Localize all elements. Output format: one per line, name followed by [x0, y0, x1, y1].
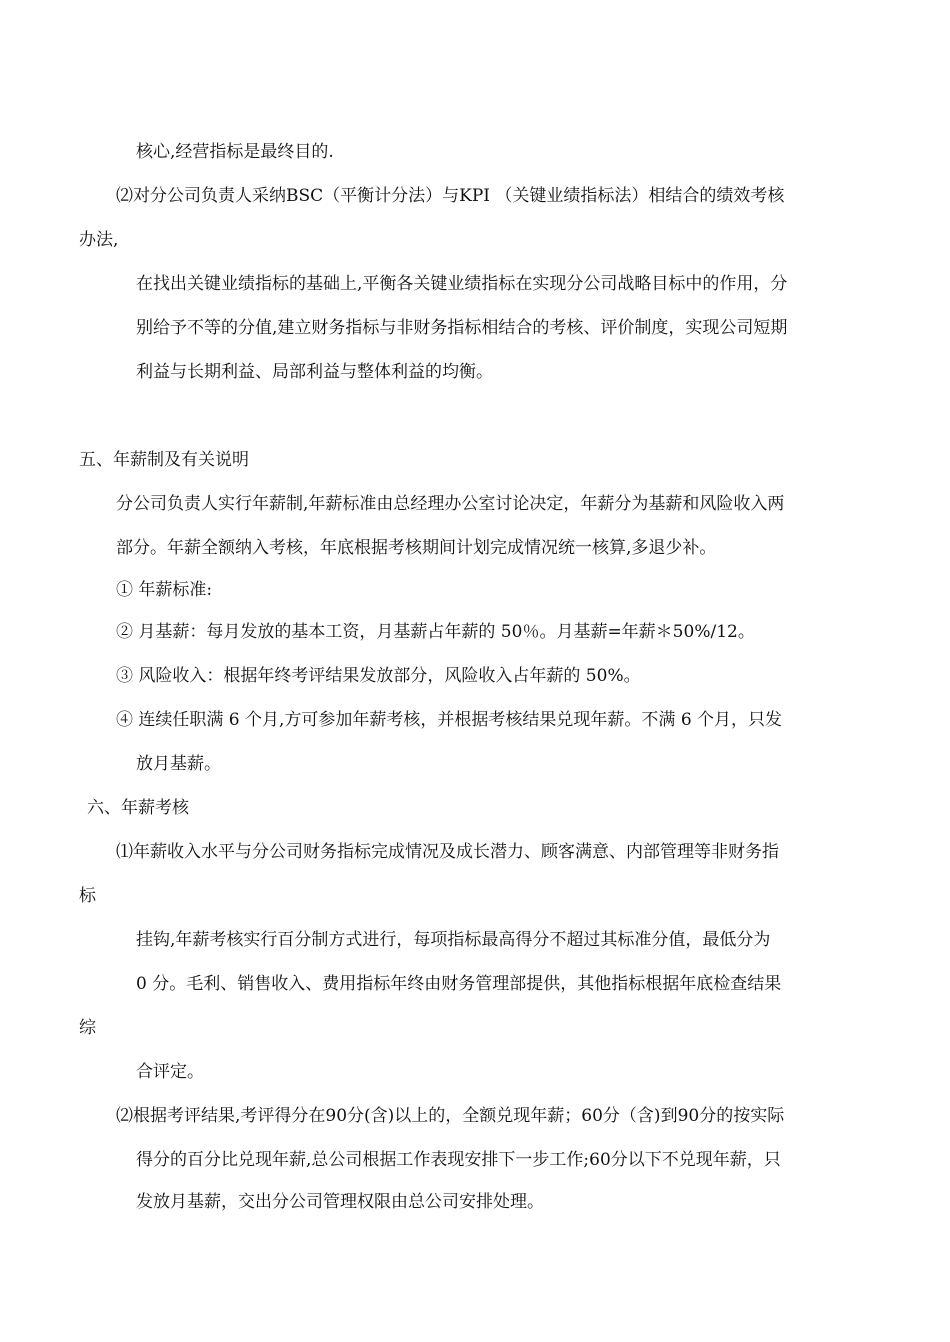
section-heading: 六、年薪考核 — [87, 798, 189, 818]
paragraph-line: 部分。年薪全额纳入考核，年底根据考核期间计划完成情况统一核算,多退少补。 — [116, 538, 717, 558]
list-item-line: 得分的百分比兑现年薪,总公司根据工作表现安排下一步工作;60分以下不兑现年薪，只 — [136, 1150, 781, 1170]
section-heading: 五、年薪制及有关说明 — [79, 450, 249, 470]
list-item-line: ⑴年薪收入水平与分公司财务指标完成情况及成长潜力、顾客满意、内部管理等非财务指 — [116, 842, 779, 862]
paragraph-line: 利益与长期利益、局部利益与整体利益的均衡。 — [136, 362, 493, 382]
paragraph-line: 挂钩,年薪考核实行百分制方式进行，每项指标最高得分不超过其标准分值，最低分为 — [136, 930, 771, 950]
paragraph-line: 核心,经营指标是最终目的. — [136, 142, 334, 162]
paragraph-line: 别给予不等的分值,建立财务指标与非财务指标相结合的考核、评价制度，实现公司短期 — [136, 318, 788, 338]
paragraph-line: 综 — [79, 1018, 96, 1038]
list-item-line: 办法, — [79, 230, 119, 250]
list-item-line: ① 年薪标准: — [116, 580, 213, 600]
paragraph-line: 合评定。 — [136, 1062, 204, 1082]
paragraph-line: 分公司负责人实行年薪制,年薪标准由总经理办公室讨论决定，年薪分为基薪和风险收入两 — [116, 494, 785, 514]
list-item-line: ⑵对分公司负责人采纳BSC（平衡计分法）与KPI （关键业绩指标法）相结合的绩效考核 — [116, 186, 785, 206]
list-item-line: 发放月基薪，交出分公司管理权限由总公司安排处理。 — [136, 1192, 544, 1212]
list-item-line: 标 — [79, 886, 96, 906]
list-item-line: ③ 风险收入：根据年终考评结果发放部分，风险收入占年薪的 50%。 — [116, 666, 641, 686]
list-item-line: ② 月基薪：每月发放的基本工资，月基薪占年薪的 50％。月基薪=年薪＊50%/12。 — [116, 622, 755, 642]
list-item-line: ④ 连续任职满 6 个月,方可参加年薪考核，并根据考核结果兑现年薪。不满 6 个月，只发 — [116, 710, 783, 730]
paragraph-line: 在找出关键业绩指标的基础上,平衡各关键业绩指标在实现分公司战略目标中的作用，分 — [136, 274, 788, 294]
list-item-line: 放月基薪。 — [136, 754, 221, 774]
paragraph-line: 0 分。毛利、销售收入、费用指标年终由财务管理部提供，其他指标根据年底检查结果 — [136, 974, 782, 994]
list-item-line: ⑵根据考评结果,考评得分在90分(含)以上的，全额兑现年薪；60分（含)到90分的按实际 — [116, 1106, 785, 1126]
